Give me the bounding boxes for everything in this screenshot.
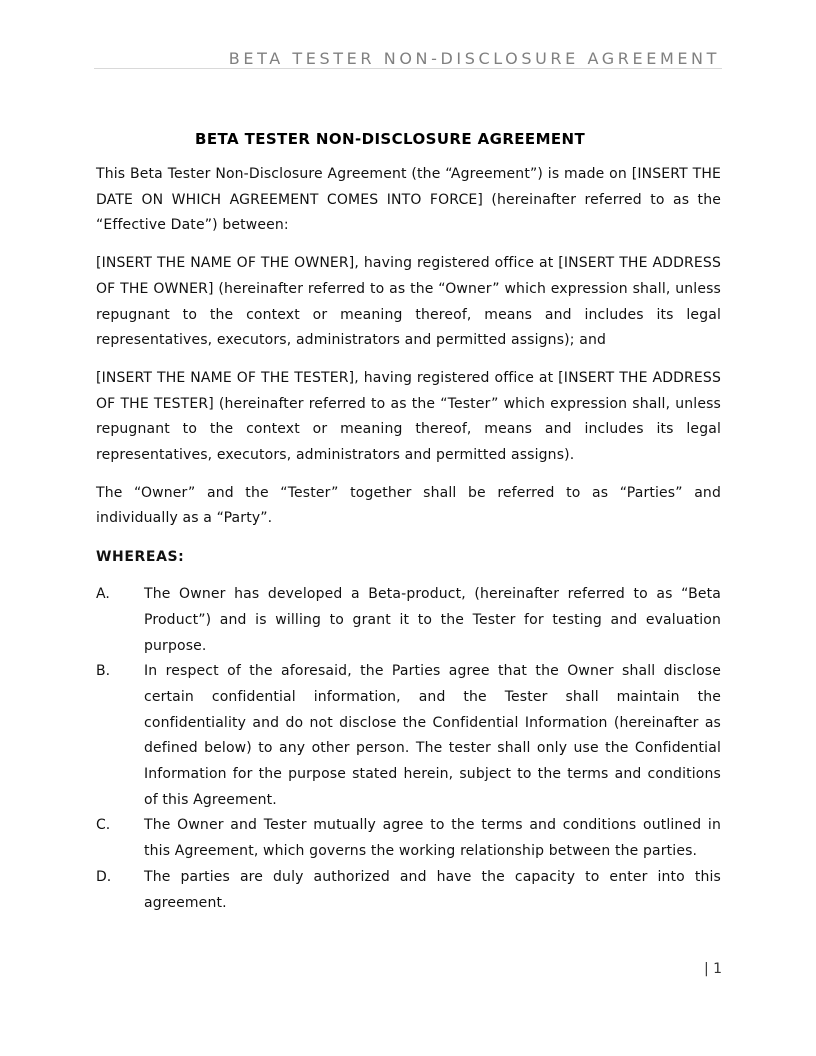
parties-paragraph: The “Owner” and the “Tester” together shall be referred to as “Parties” and individually as a “Party”. (96, 484, 721, 527)
document-title: BETA TESTER NON-DISCLOSURE AGREEMENT (195, 130, 586, 148)
recital-item (96, 813, 721, 864)
page-number: | 1 (704, 961, 723, 977)
recital-letter: B. (96, 663, 111, 680)
recital-text: In respect of the aforesaid, the Parties agree that the Owner shall disclose certain confidential information, and the Tester shall maintain the confidentiality and do not disclose the Confidential Information (hereinafter as defined below) to any other person. The tester shall only use the Confidential Information for the purpose stated herein, subject to the terms and conditions of this Agreement. (144, 663, 721, 808)
recital-text: The parties are duly authorized and have the capacity to enter into this agreement. (144, 868, 721, 911)
recital-letter: A. (96, 586, 110, 603)
recital-text: The Owner and Tester mutually agree to the terms and conditions outlined in this Agreement, which governs the working relationship between the parties. (144, 817, 721, 860)
document-body (96, 128, 721, 916)
tester-paragraph: [INSERT THE NAME OF THE TESTER], having registered office at [INSERT THE ADDRESS OF THE TESTER] (hereinafter referred to as the “Tester” which expression shall, unless repugnant to the context or meaning thereof, means and includes its legal representatives, executors, administrators and permitted assigns). (96, 369, 721, 464)
recital-item (96, 582, 721, 659)
header-running-title: BETA TESTER NON-DISCLOSURE AGREEMENT (228, 49, 720, 68)
whereas-heading: WHEREAS: (96, 549, 185, 566)
owner-paragraph: [INSERT THE NAME OF THE OWNER], having registered office at [INSERT THE ADDRESS OF THE OWNER] (hereinafter referred to as the “Owner” which expression shall, unless repugnant to the context or meaning thereof, means and includes its legal representatives, executors, administrators and permitted assigns); and (96, 255, 721, 349)
page-header (94, 47, 722, 69)
recitals-list (96, 582, 721, 916)
recital-item (96, 865, 721, 916)
intro-paragraph: This Beta Tester Non-Disclosure Agreement (the “Agreement”) is made on [INSERT THE DATE ON WHICH AGREEMENT COMES INTO FORCE] (hereinafter referred to as the “Effective Date”) between: (96, 166, 721, 234)
recital-text: The Owner has developed a Beta-product, (hereinafter referred to as “Beta Product”) and is willing to grant it to the Tester for testing and evaluation purpose. (144, 586, 721, 654)
recital-letter: D. (96, 868, 112, 885)
recital-letter: C. (96, 817, 111, 834)
recital-item (96, 659, 721, 813)
